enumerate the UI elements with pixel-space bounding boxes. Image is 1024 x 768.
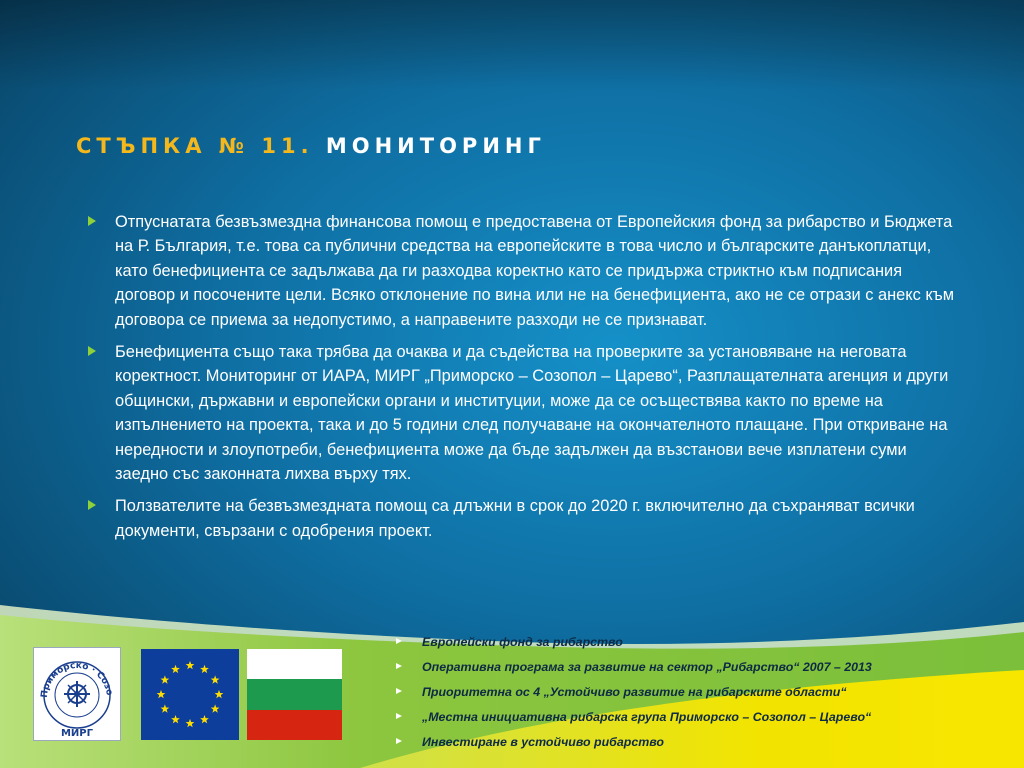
slide-title-topic: МОНИТОРИНГ	[325, 134, 546, 158]
mirg-logo	[33, 647, 121, 741]
footer-arrow-icon	[396, 713, 402, 719]
eu-star-icon	[186, 661, 195, 669]
bullet-item	[88, 494, 958, 543]
mirg-logo-arc-text: Приморско · Созо	[39, 660, 114, 699]
bullet-text: Бенефициента също така трябва да очаква и да съдейства на проверките за установяване на неговата коректност. Мониторинг от ИАРА, МИРГ „Приморско – Созопол – Царево“, Разплащателната агенция и други общински, държавни и европейски органи и институции, може да се осъществява както по време на изпълнението на проекта, така и до 5 години след получаване на окончателното плащане. При откриване на нередности и злоупотреби, бенефициента може да бъде задължен да възстанови вече изплатени суми заедно със законната лихва върху тях.	[115, 343, 949, 484]
eu-star-icon	[157, 690, 166, 698]
bullet-item	[88, 210, 958, 332]
footer-arrow-icon	[396, 638, 402, 644]
footer-list-item	[394, 683, 1014, 708]
eu-star-icon	[171, 665, 180, 673]
bg-flag-green-stripe	[247, 679, 342, 709]
eu-stars-icon	[141, 649, 239, 740]
bullet-arrow-icon	[88, 500, 96, 510]
eu-star-icon	[161, 704, 170, 712]
eu-star-icon	[171, 715, 180, 723]
mirg-emblem-icon	[34, 648, 120, 740]
slide-title	[76, 134, 546, 158]
bullet-text: Отпуснатата безвъзмездна финансова помощ е предоставена от Европейския фонд за рибарство и Бюджета на Р. България, т.е. това са публични средства на европейските в това число и българските данъкоплатци, като бенефициента се задължава да ги разходва коректно като се придържа стриктно към подписания договор и посочените цели. Всяко отклонение по вина или не на бенефициента, ако не се отрази с анекс към договора се приема за недопустимо, а направените разходи не се признават.	[115, 213, 955, 329]
eu-flag	[141, 649, 239, 740]
bullet-arrow-icon	[88, 216, 96, 226]
footer-item-text: Европейски фонд за рибарство	[422, 635, 623, 649]
footer-program-list	[394, 633, 1014, 758]
mirg-logo-bottom-text: МИРГ	[60, 728, 94, 739]
eu-star-icon	[186, 719, 195, 727]
footer-item-text: Оперативна програма за развитие на сектор „Рибарство“ 2007 – 2013	[422, 660, 872, 674]
footer-arrow-icon	[396, 688, 402, 694]
footer-list-item	[394, 733, 1014, 758]
footer-item-text: „Местна инициативна рибарска група Приморско – Созопол – Царево“	[422, 710, 872, 724]
footer-list-item	[394, 658, 1014, 683]
footer-item-text: Инвестиране в устойчиво рибарство	[422, 735, 664, 749]
footer-item-text: Приоритетна ос 4 „Устойчиво развитие на рибарските области“	[422, 685, 847, 699]
top-shade	[0, 0, 1024, 90]
bullet-text: Ползвателите на безвъзмездната помощ са длъжни в срок до 2020 г. включително да съхраняват всички документи, свързани с одобрения проект.	[115, 497, 915, 540]
bullet-item	[88, 340, 958, 486]
eu-star-icon	[161, 675, 170, 683]
bullet-arrow-icon	[88, 346, 96, 356]
footer-arrow-icon	[396, 738, 402, 744]
bg-flag-red-stripe	[247, 710, 342, 740]
slide-title-step: СТЪПКА № 11.	[76, 134, 314, 158]
footer-list-item	[394, 708, 1014, 733]
eu-star-icon	[215, 690, 224, 698]
bg-flag-white-stripe	[247, 649, 342, 679]
footer-list-item	[394, 633, 1014, 658]
bullet-list	[88, 210, 958, 551]
eu-star-icon	[211, 704, 220, 712]
eu-star-icon	[200, 715, 209, 723]
eu-star-icon	[200, 665, 209, 673]
eu-star-icon	[211, 675, 220, 683]
bulgarian-flag	[247, 649, 342, 740]
footer-arrow-icon	[396, 663, 402, 669]
